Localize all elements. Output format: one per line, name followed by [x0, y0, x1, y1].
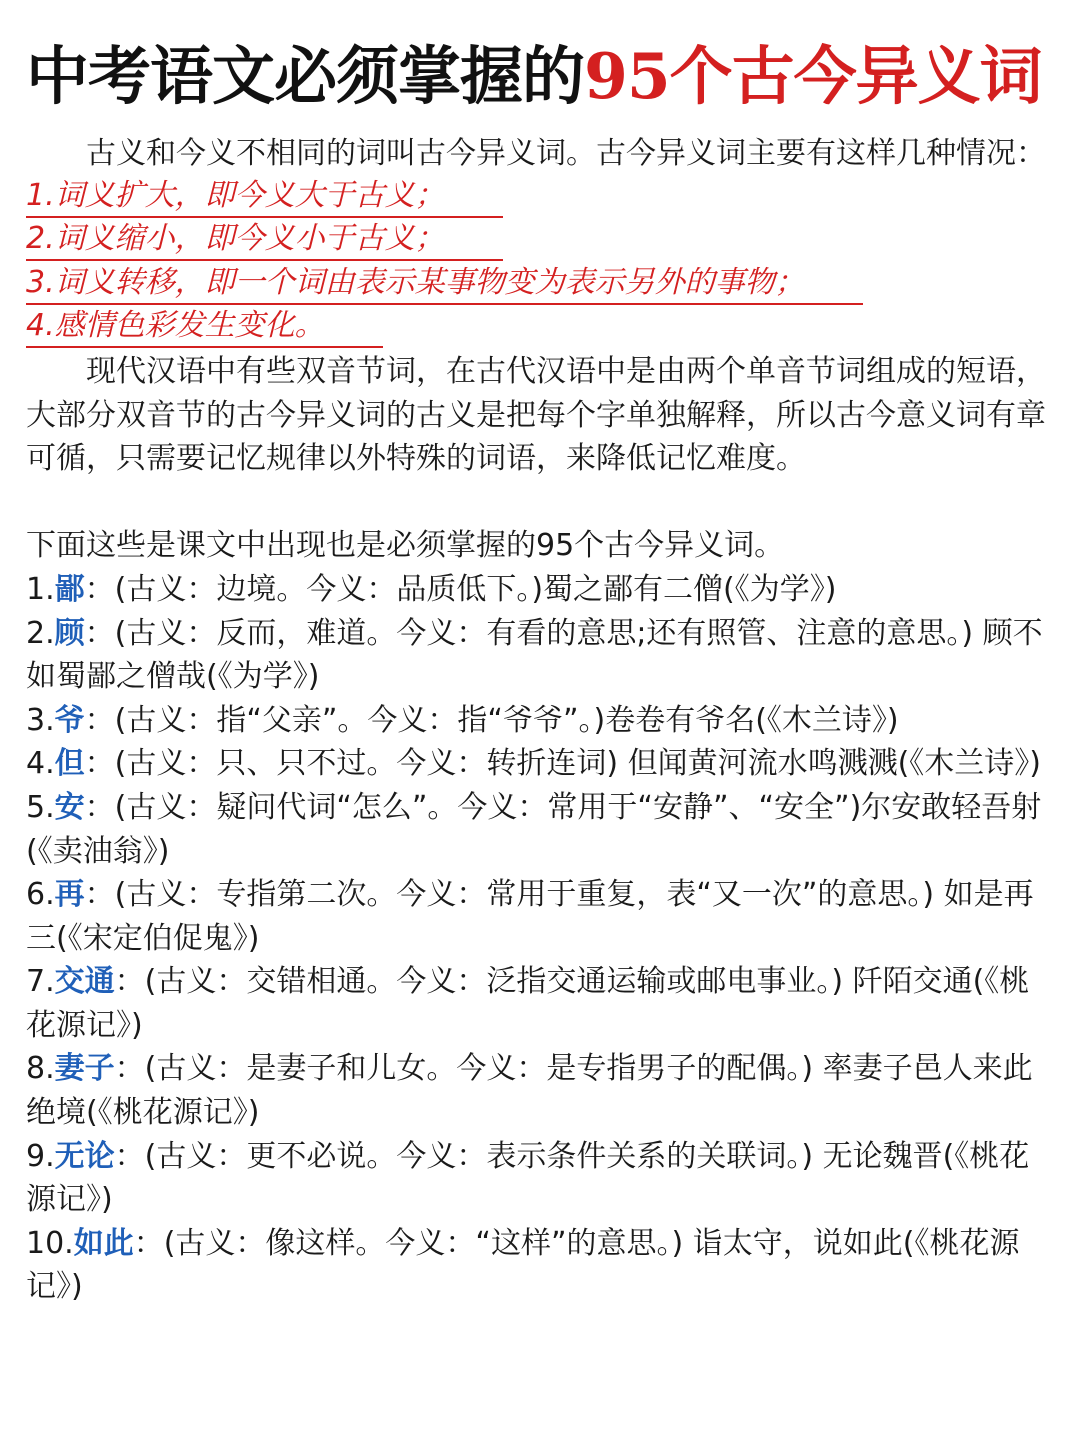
list-item: 6.再：(古义：专指第二次。今义：常用于重复，表“又一次”的意思。) 如是再三(《宋定伯促鬼》): [26, 877, 1034, 956]
list-item: 7.交通：(古义：交错相通。今义：泛指交通运输或邮电事业。) 阡陌交通(《桃花源记》): [26, 964, 1030, 1043]
page-title: [26, 0, 1054, 122]
explanation-paragraph: 现代汉语中有些双音节词，在古代汉语中是由两个单音节词组成的短语，大部分双音节的古今异义词的古义是把每个字单独解释，所以古今意义词有章可循，只需要记忆规律以外特殊的词语，来降低记忆难度。: [26, 353, 1046, 477]
list-item: 9.无论：(古义：更不必说。今义：表示条件关系的关联词。) 无论魏晋(《桃花源记》): [26, 1138, 1030, 1218]
rules-list: [26, 176, 1054, 350]
title-main: 中考语文必须掌握的: [26, 39, 584, 113]
keyword: 再: [54, 877, 85, 913]
rule-item: 1.词义扩大，即今义大于古义；: [26, 176, 1054, 220]
keyword: 交通: [54, 964, 115, 1000]
rule-item: 4.感情色彩发生变化。: [26, 306, 1054, 350]
intro-paragraph: 古义和今义不相同的词叫古今异义词。古今异义词主要有这样几种情况：: [86, 136, 1046, 171]
list-intro: 下面这些是课文中出现也是必须掌握的95个古今异义词。: [26, 528, 785, 564]
list-item: 10.如此：(古义：像这样。今义：“这样”的意思。) 诣太守，说如此(《桃花源记》): [26, 1225, 1020, 1305]
list-item: 3.爷：(古义：指“父亲”。今义：指“爷爷”。)卷卷有爷名(《木兰诗》): [26, 702, 899, 738]
word-list: [26, 568, 1054, 1309]
list-item: 8.妻子：(古义：是妻子和儿女。今义：是专指男子的配偶。) 率妻子邑人来此绝境(《桃花源记》): [26, 1051, 1033, 1131]
keyword: 安: [54, 789, 85, 825]
keyword: 如此: [73, 1225, 134, 1261]
rule-item: 2.词义缩小，即今义小于古义；: [26, 219, 1054, 263]
rule-item: 3.词义转移，即一个词由表示某事物变为表示另外的事物；: [26, 263, 1054, 307]
list-item: 4.但：(古义：只、只不过。今义：转折连词) 但闻黄河流水鸣溅溅(《木兰诗》): [26, 746, 1041, 782]
list-item: 2.顾：(古义：反而，难道。今义：有看的意思;还有照管、注意的意思。) 顾不如蜀鄙之僧哉(《为学》): [26, 615, 1043, 695]
keyword: 顾: [54, 615, 85, 651]
title-accent: 95个古今异义词: [584, 39, 1042, 113]
list-item: 1.鄙：(古义：边境。今义：品质低下。)蜀之鄙有二僧(《为学》): [26, 571, 837, 607]
keyword: 爷: [54, 702, 85, 738]
keyword: 妻子: [54, 1051, 115, 1087]
keyword: 鄙: [54, 571, 85, 607]
keyword: 无论: [54, 1138, 115, 1174]
spacer: [26, 481, 1054, 525]
keyword: 但: [54, 746, 85, 782]
list-item: 5.安：(古义：疑问代词“怎么”。今义：常用于“安静”、“安全”)尔安敢轻吾射(《卖油翁》): [26, 789, 1042, 869]
